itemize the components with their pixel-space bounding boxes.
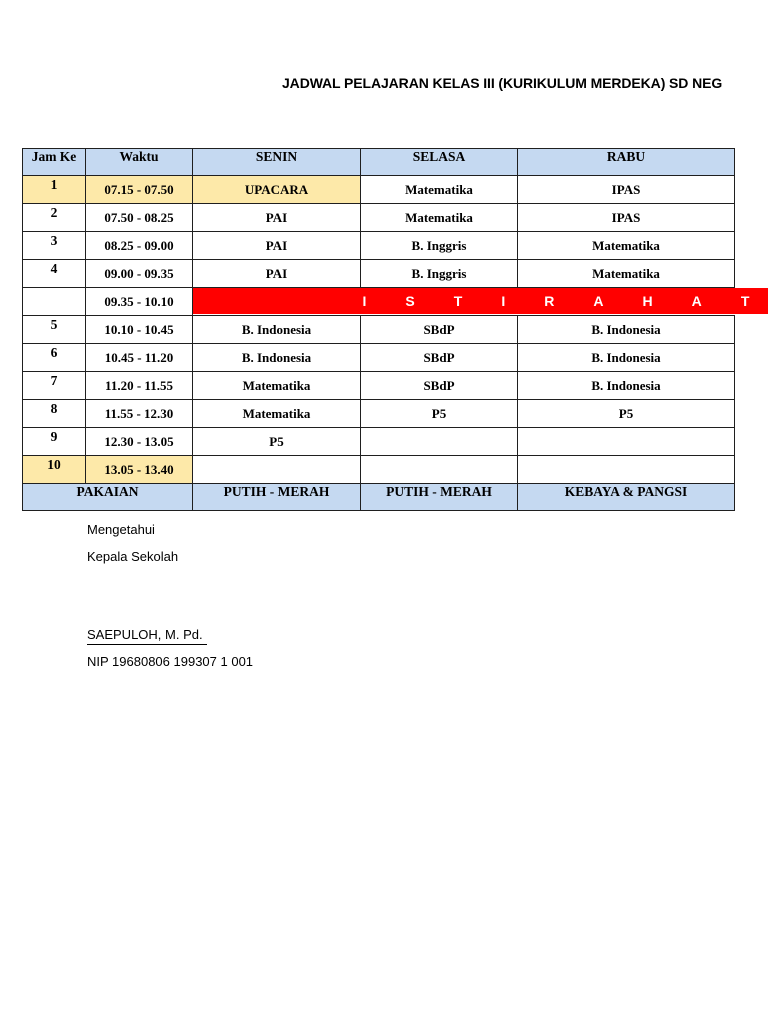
footer-senin: PUTIH - MERAH — [193, 484, 361, 511]
header-senin: SENIN — [193, 149, 361, 176]
break-letter: A — [593, 293, 604, 309]
row-number: 5 — [23, 316, 86, 344]
cell-senin: PAI — [193, 232, 361, 260]
cell-selasa: P5 — [361, 400, 518, 428]
cell-rabu: IPAS — [518, 176, 735, 204]
row-number: 9 — [23, 428, 86, 456]
header-jam-ke: Jam Ke — [23, 149, 86, 176]
cell-selasa — [361, 456, 518, 484]
document-title: JADWAL PELAJARAN KELAS III (KURIKULUM MERDEKA) SD NEG — [282, 75, 723, 91]
table-row — [23, 372, 735, 400]
table-header-row — [23, 149, 735, 176]
row-time: 13.05 - 13.40 — [86, 456, 193, 484]
footer-rabu: KEBAYA & PANGSI — [518, 484, 735, 511]
cell-selasa — [361, 428, 518, 456]
row-number: 10 — [23, 456, 86, 484]
cell-senin: UPACARA — [193, 176, 361, 204]
table-row — [23, 260, 735, 288]
table-row — [23, 400, 735, 428]
row-time: 10.10 - 10.45 — [86, 316, 193, 344]
table-row — [23, 204, 735, 232]
break-letter: S — [405, 293, 415, 309]
row-number: 1 — [23, 176, 86, 204]
table-row — [23, 232, 735, 260]
cell-senin: PAI — [193, 260, 361, 288]
schedule-table — [22, 148, 750, 511]
table-row — [23, 428, 735, 456]
cell-rabu — [518, 456, 735, 484]
break-letter: A — [691, 293, 702, 309]
break-letter: I — [362, 293, 367, 309]
cell-selasa: B. Inggris — [361, 260, 518, 288]
break-letter: R — [544, 293, 555, 309]
header-waktu: Waktu — [86, 149, 193, 176]
cell-selasa: SBdP — [361, 372, 518, 400]
cell-selasa: SBdP — [361, 344, 518, 372]
cell-senin: Matematika — [193, 372, 361, 400]
signature-name-wrap — [87, 627, 207, 642]
table-row — [23, 344, 735, 372]
header-rabu: RABU — [518, 149, 735, 176]
row-time: 07.50 - 08.25 — [86, 204, 193, 232]
cell-selasa: Matematika — [361, 176, 518, 204]
table-row — [23, 316, 735, 344]
row-number: 3 — [23, 232, 86, 260]
cell-senin: P5 — [193, 428, 361, 456]
cell-rabu: Matematika — [518, 232, 735, 260]
cell-selasa: SBdP — [361, 316, 518, 344]
break-letter: T — [740, 293, 750, 309]
cell-rabu — [518, 428, 735, 456]
row-time: 11.20 - 11.55 — [86, 372, 193, 400]
header-selasa: SELASA — [361, 149, 518, 176]
signature-name: SAEPULOH, M. Pd. — [87, 627, 207, 645]
row-number: 6 — [23, 344, 86, 372]
table-row — [23, 176, 735, 204]
row-time: 12.30 - 13.05 — [86, 428, 193, 456]
break-letter: H — [642, 293, 653, 309]
cell-senin — [193, 456, 361, 484]
signature-nip: NIP 19680806 199307 1 001 — [87, 654, 254, 669]
cell-rabu: Matematika — [518, 260, 735, 288]
cell-senin: Matematika — [193, 400, 361, 428]
signature-position: Kepala Sekolah — [87, 549, 179, 564]
signature-acknowledge: Mengetahui — [87, 522, 155, 537]
table-row — [23, 456, 735, 484]
break-letter: I — [501, 293, 506, 309]
row-number — [23, 288, 86, 316]
cell-rabu: B. Indonesia — [518, 372, 735, 400]
cell-senin: B. Indonesia — [193, 316, 361, 344]
table-footer-row — [23, 484, 735, 511]
row-time: 11.55 - 12.30 — [86, 400, 193, 428]
cell-rabu: B. Indonesia — [518, 344, 735, 372]
row-number: 7 — [23, 372, 86, 400]
row-time: 09.00 - 09.35 — [86, 260, 193, 288]
cell-senin: PAI — [193, 204, 361, 232]
cell-selasa: B. Inggris — [361, 232, 518, 260]
cell-rabu: P5 — [518, 400, 735, 428]
break-banner — [193, 288, 768, 314]
break-letter: T — [453, 293, 463, 309]
row-time: 07.15 - 07.50 — [86, 176, 193, 204]
cell-senin: B. Indonesia — [193, 344, 361, 372]
row-time: 08.25 - 09.00 — [86, 232, 193, 260]
footer-selasa: PUTIH - MERAH — [361, 484, 518, 511]
cell-rabu: IPAS — [518, 204, 735, 232]
row-number: 4 — [23, 260, 86, 288]
row-number: 2 — [23, 204, 86, 232]
row-time: 10.45 - 11.20 — [86, 344, 193, 372]
row-time: 09.35 - 10.10 — [86, 288, 193, 316]
footer-label: PAKAIAN — [23, 484, 193, 511]
row-number: 8 — [23, 400, 86, 428]
break-cell — [193, 288, 750, 316]
break-row — [23, 288, 735, 316]
cell-rabu: B. Indonesia — [518, 316, 735, 344]
cell-selasa: Matematika — [361, 204, 518, 232]
